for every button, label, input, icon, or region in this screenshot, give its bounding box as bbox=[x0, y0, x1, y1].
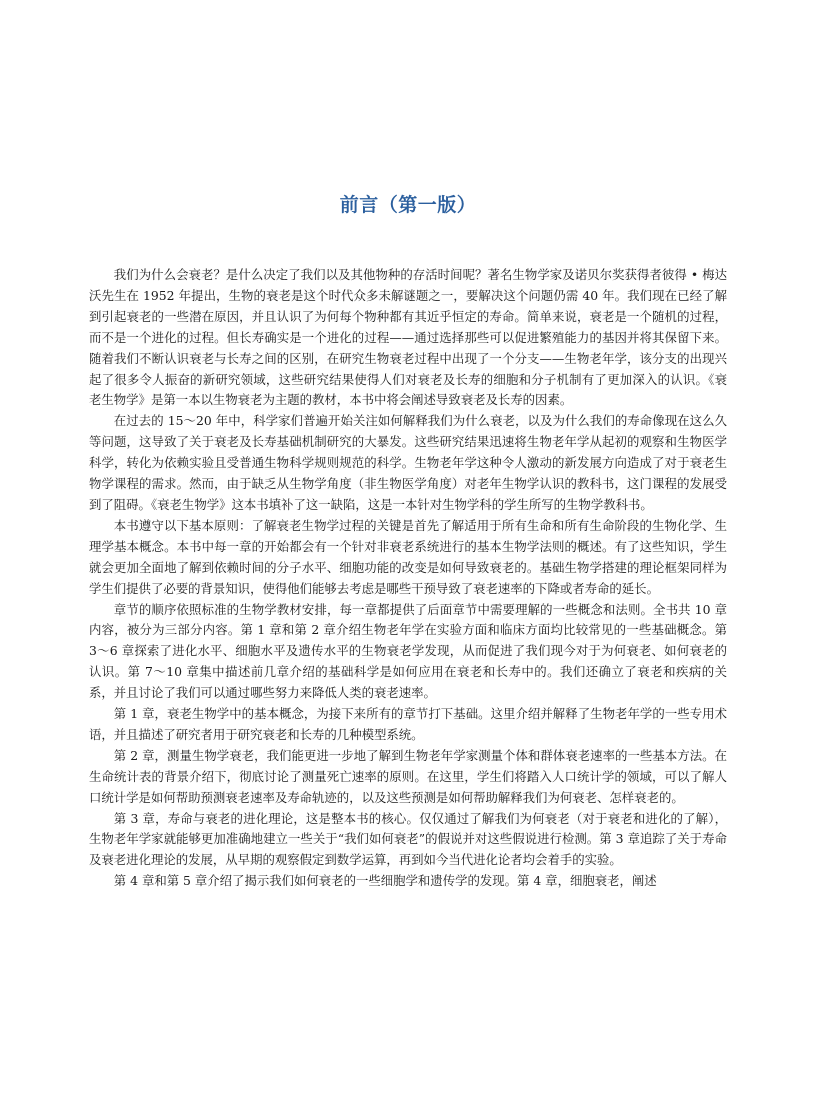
paragraph-1: 我们为什么会衰老？是什么决定了我们以及其他物种的存活时间呢？著名生物学家及诺贝尔奖获得者彼得 • 梅达沃先生在 1952 年提出，生物的衰老是这个时代众多未解谜题之一，要解决这个问题仍需 40 年。我们现在已经了解到引起衰老的一些潜在原因，并且认识了为何每个物种都有其近乎恒定的寿命。简单来说，衰老是一个随机的过程，而不是一个进化的过程。但长寿确实是一个进化的过程——通过选择那些可以促进繁殖能力的基因并将其保留下来。随着我们不断认识衰老与长寿之间的区别，在研究生物衰老过程中出现了一个分支——生物老年学，该分支的出现兴起了很多令人振奋的新研究领域，这些研究结果使得人们对衰老及长寿的细胞和分子机制有了更加深入的认识。《衰老生物学》是第一本以生物衰老为主题的教材，本书中将会阐述导致衰老及长寿的因素。 bbox=[89, 267, 727, 408]
page-title: 前言（第一版） bbox=[339, 194, 477, 216]
paragraph-2: 在过去的 15～20 年中，科学家们普遍开始关注如何解释我们为什么衰老，以及为什么我们的寿命像现在这么久等问题，这导致了关于衰老及长寿基础机制研究的大暴发。这些研究结果迅速将生物老年学从起初的观察和生物医学科学，转化为依赖实验且受普通生物科学规则规范的科学。生物老年学这种令人激动的新发展方向造成了对于衰老生物学课程的需求。然而，由于缺乏从生物学角度（非生物医学角度）对老年生物学认识的教科书，这门课程的发展受到了阻碍。《衰老生物学》这本书填补了这一缺陷，这是一本针对生物学科的学生所写的生物学教科书。 bbox=[89, 413, 727, 512]
paragraph-8: 第 4 章和第 5 章介绍了揭示我们如何衰老的一些细胞学和遗传学的发现。第 4 章，细胞衰老，阐述 bbox=[113, 873, 657, 889]
paragraph-7: 第 3 章，寿命与衰老的进化理论，这是整本书的核心。仅仅通过了解我们为何衰老（对于衰老和进化的了解），生物老年学家就能够更加准确地建立一些关于“我们如何衰老”的假说并对这些假说进行检测。第 3 章追踪了关于寿命及衰老进化理论的发展，从早期的观察假定到数学运算，再到如今当代进化论者均会着手的实验。 bbox=[89, 810, 727, 868]
paragraph-3: 本书遵守以下基本原则：了解衰老生物学过程的关键是首先了解适用于所有生命和所有生命阶段的生物化学、生理学基本概念。本书中每一章的开始都会有一个针对非衰老系统进行的基本生物学法则的概述。有了这些知识，学生就会更加全面地了解到依赖时间的分子水平、细胞功能的改变是如何导致衰老的。基础生物学搭建的理论框架同样为学生们提供了必要的背景知识，使得他们能够去考虑是哪些干预导致了衰老速率的下降或者寿命的延长。 bbox=[89, 517, 727, 596]
paragraph-4: 章节的顺序依照标准的生物学教材安排，每一章都提供了后面章节中需要理解的一些概念和法则。全书共 10 章内容，被分为三部分内容。第 1 章和第 2 章介绍生物老年学在实验方面和临床方面均比较常见的一些基础概念。第 3～6 章探索了进化水平、细胞水平及遗传水平的生物衰老学发现，从而促进了我们现今对于为何衰老、如何衰老的认识。第 7～10 章集中描述前几章介绍的基础科学是如何应用在衰老和长寿中的。我们还确立了衰老和疾病的关系，并且讨论了我们可以通过哪些努力来降低人类的衰老速率。 bbox=[89, 601, 727, 701]
paragraph-5: 第 1 章，衰老生物学中的基本概念，为接下来所有的章节打下基础。这里介绍并解释了生物老年学的一些专用术语，并且描述了研究者用于研究衰老和长寿的几种模型系统。 bbox=[89, 706, 727, 742]
paragraph-6: 第 2 章，测量生物学衰老，我们能更进一步地了解到生物老年学家测量个体和群体衰老速率的一些基本方法。在生命统计表的背景介绍下，彻底讨论了测量死亡速率的原则。在这里，学生们将踏入人口统计学的领域，可以了解人口统计学是如何帮助预测衰老速率及寿命轨迹的，以及这些预测是如何帮助解释我们为何衰老、怎样衰老的。 bbox=[89, 747, 727, 805]
preface-body bbox=[89, 265, 727, 892]
